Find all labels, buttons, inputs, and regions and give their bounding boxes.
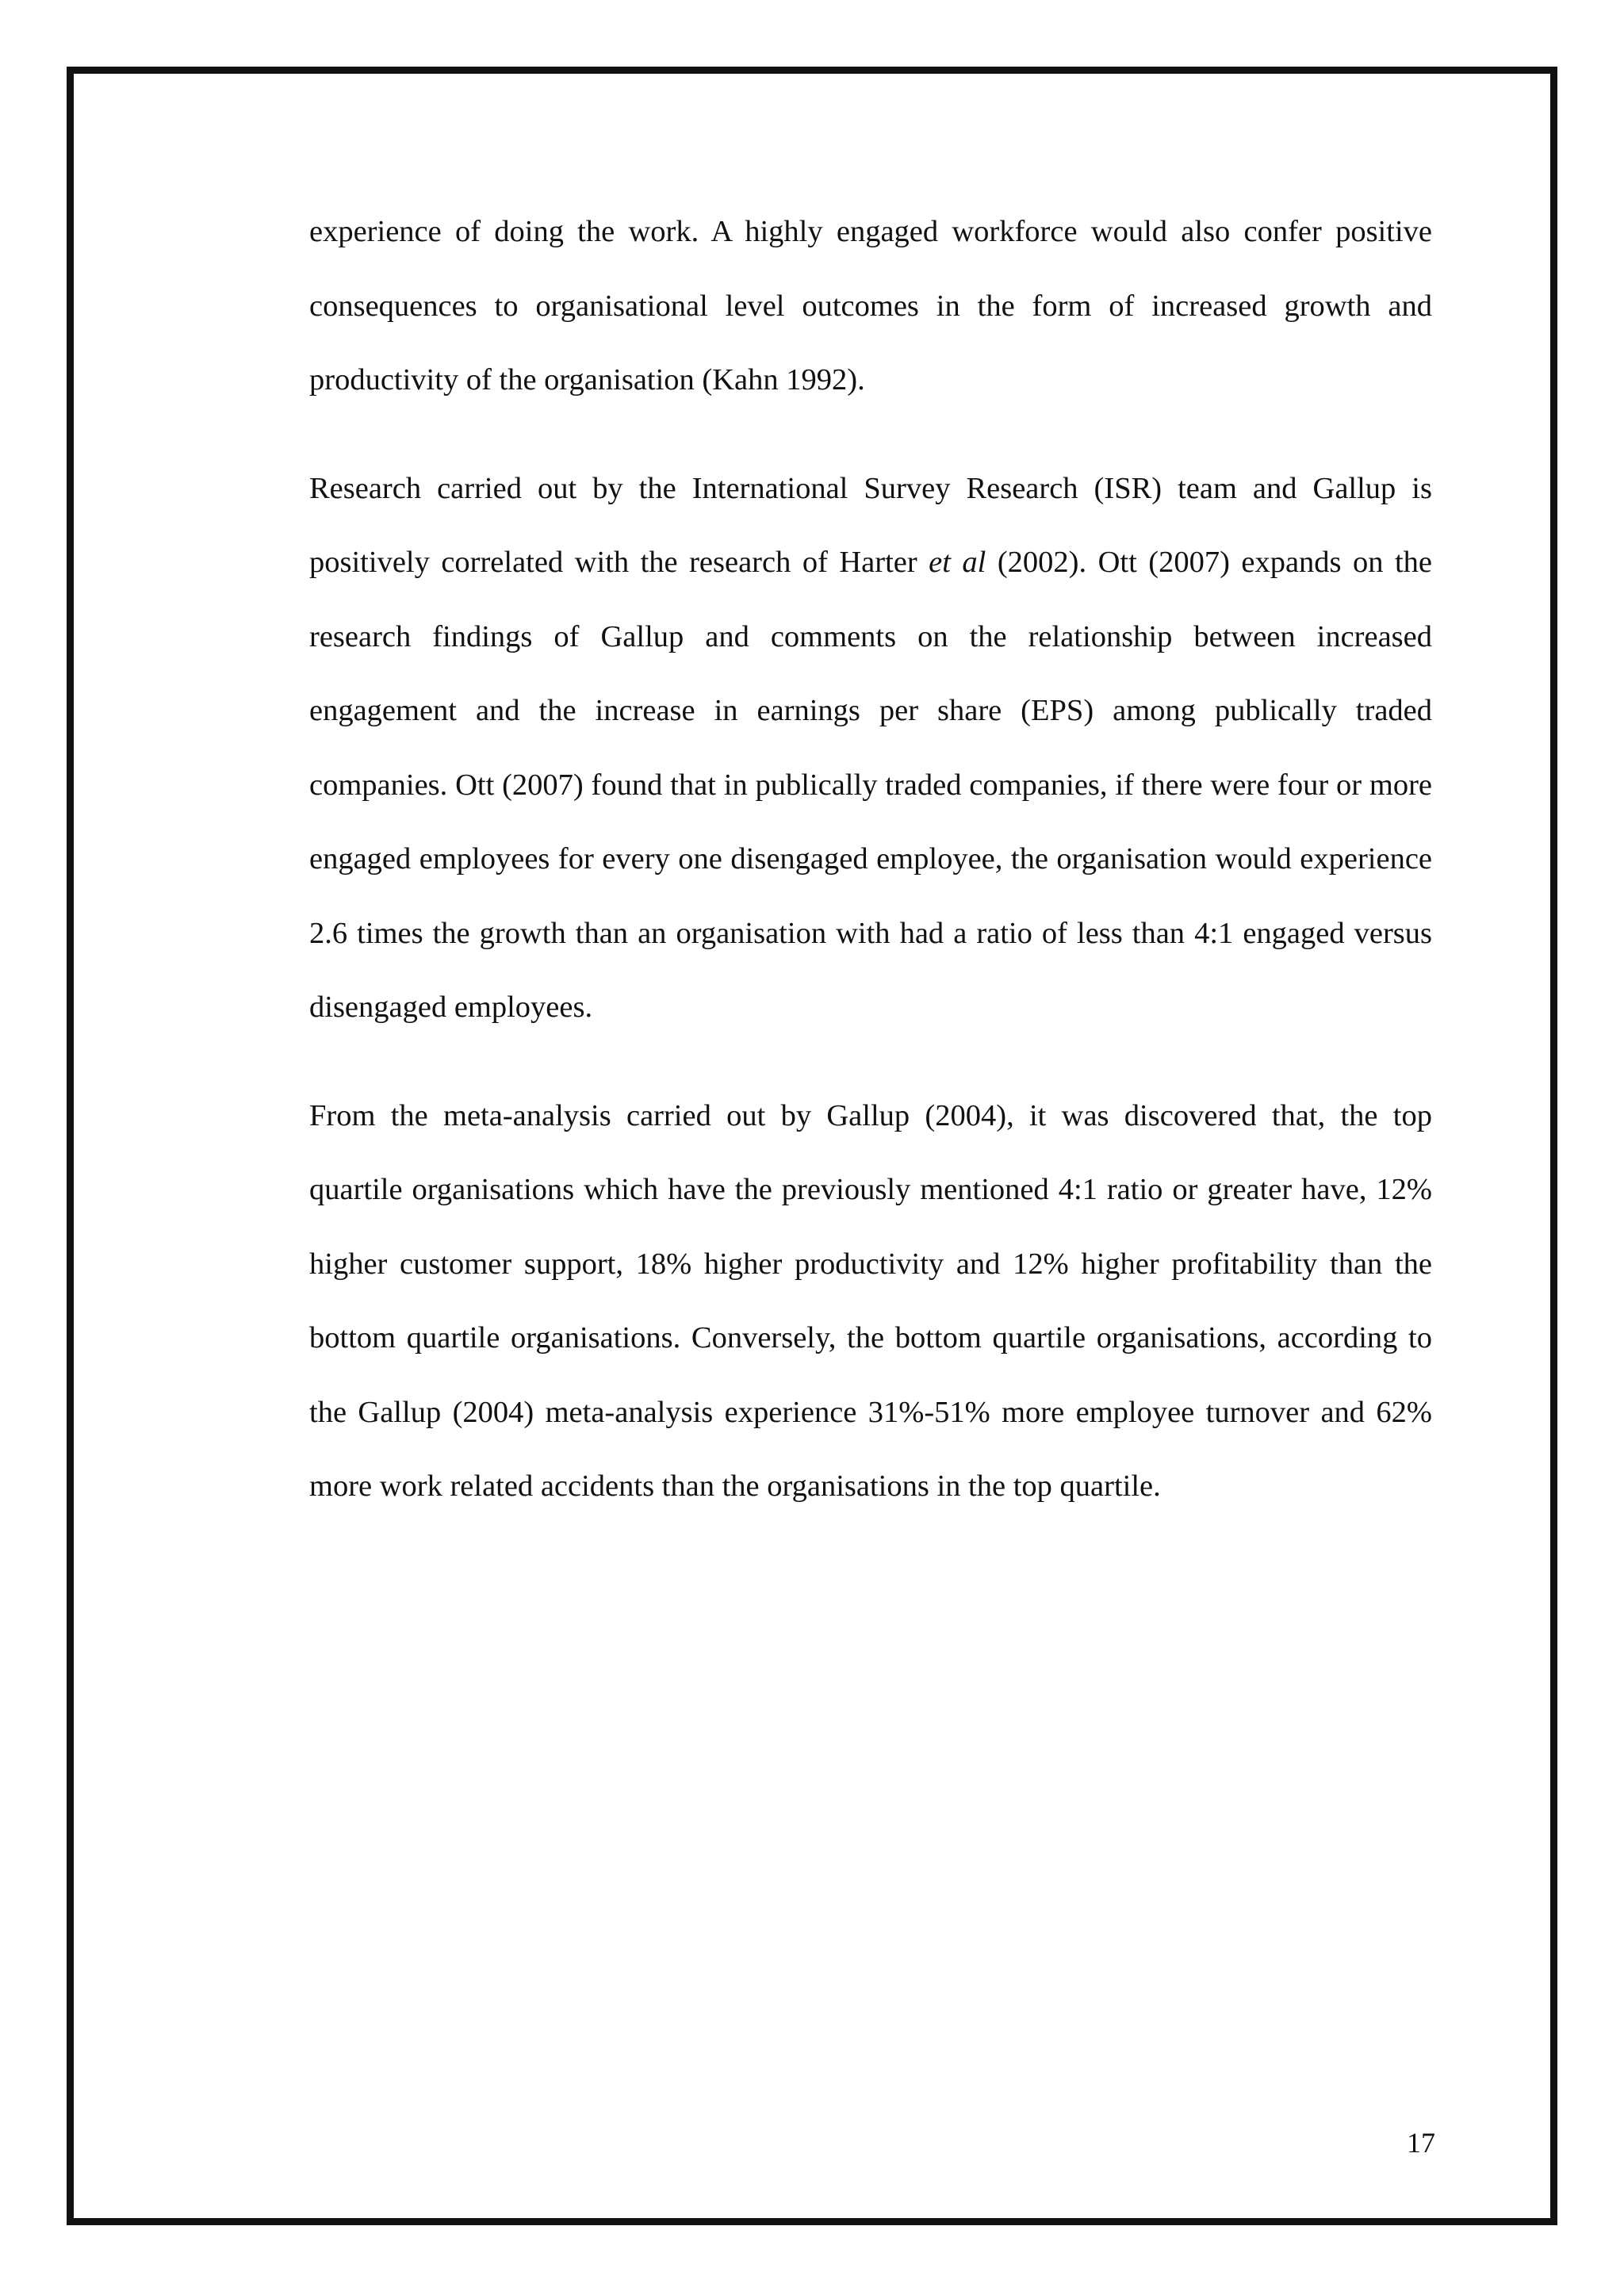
page-number: 17 (1407, 2127, 1435, 2159)
paragraph-text: Research carried out by the International Survey Research (ISR) team and Gallup is positively correlated with the research of Harter (309, 471, 1432, 579)
paragraph-text: experience of doing the work. A highly engaged workforce would also confer positive consequences to organisational level outcomes in the form of increased growth and productivity of the organisation (Kahn 1992). (309, 215, 1432, 397)
paragraph-2 (309, 452, 1432, 1045)
citation-et-al: et al (929, 546, 986, 579)
paragraph-1 (309, 195, 1432, 418)
body-text (309, 195, 1432, 1558)
paragraph-text: (2002). Ott (2007) expands on the research findings of Gallup and comments on the relationship between increased engagement and the increase in earnings per share (EPS) among publically traded companies. Ott (2007) found that in publically traded companies, if there were four or more engaged employees for every one disengaged employee, the organisation would experience 2.6 times the growth than an organisation with had a ratio of less than 4:1 engaged versus disengaged employees. (309, 546, 1433, 1024)
paragraph-text: From the meta-analysis carried out by Gallup (2004), it was discovered that, the top quartile organisations which have the previously mentioned 4:1 ratio or greater have, 12% higher customer support, 18% higher productivity and 12% higher profitability than the bottom quartile organisations. Conversely, the bottom quartile organisations, according to the Gallup (2004) meta-analysis experience 31%-51% more employee turnover and 62% more work related accidents than the organisations in the top quartile. (309, 1098, 1432, 1503)
paragraph-3 (309, 1079, 1432, 1524)
